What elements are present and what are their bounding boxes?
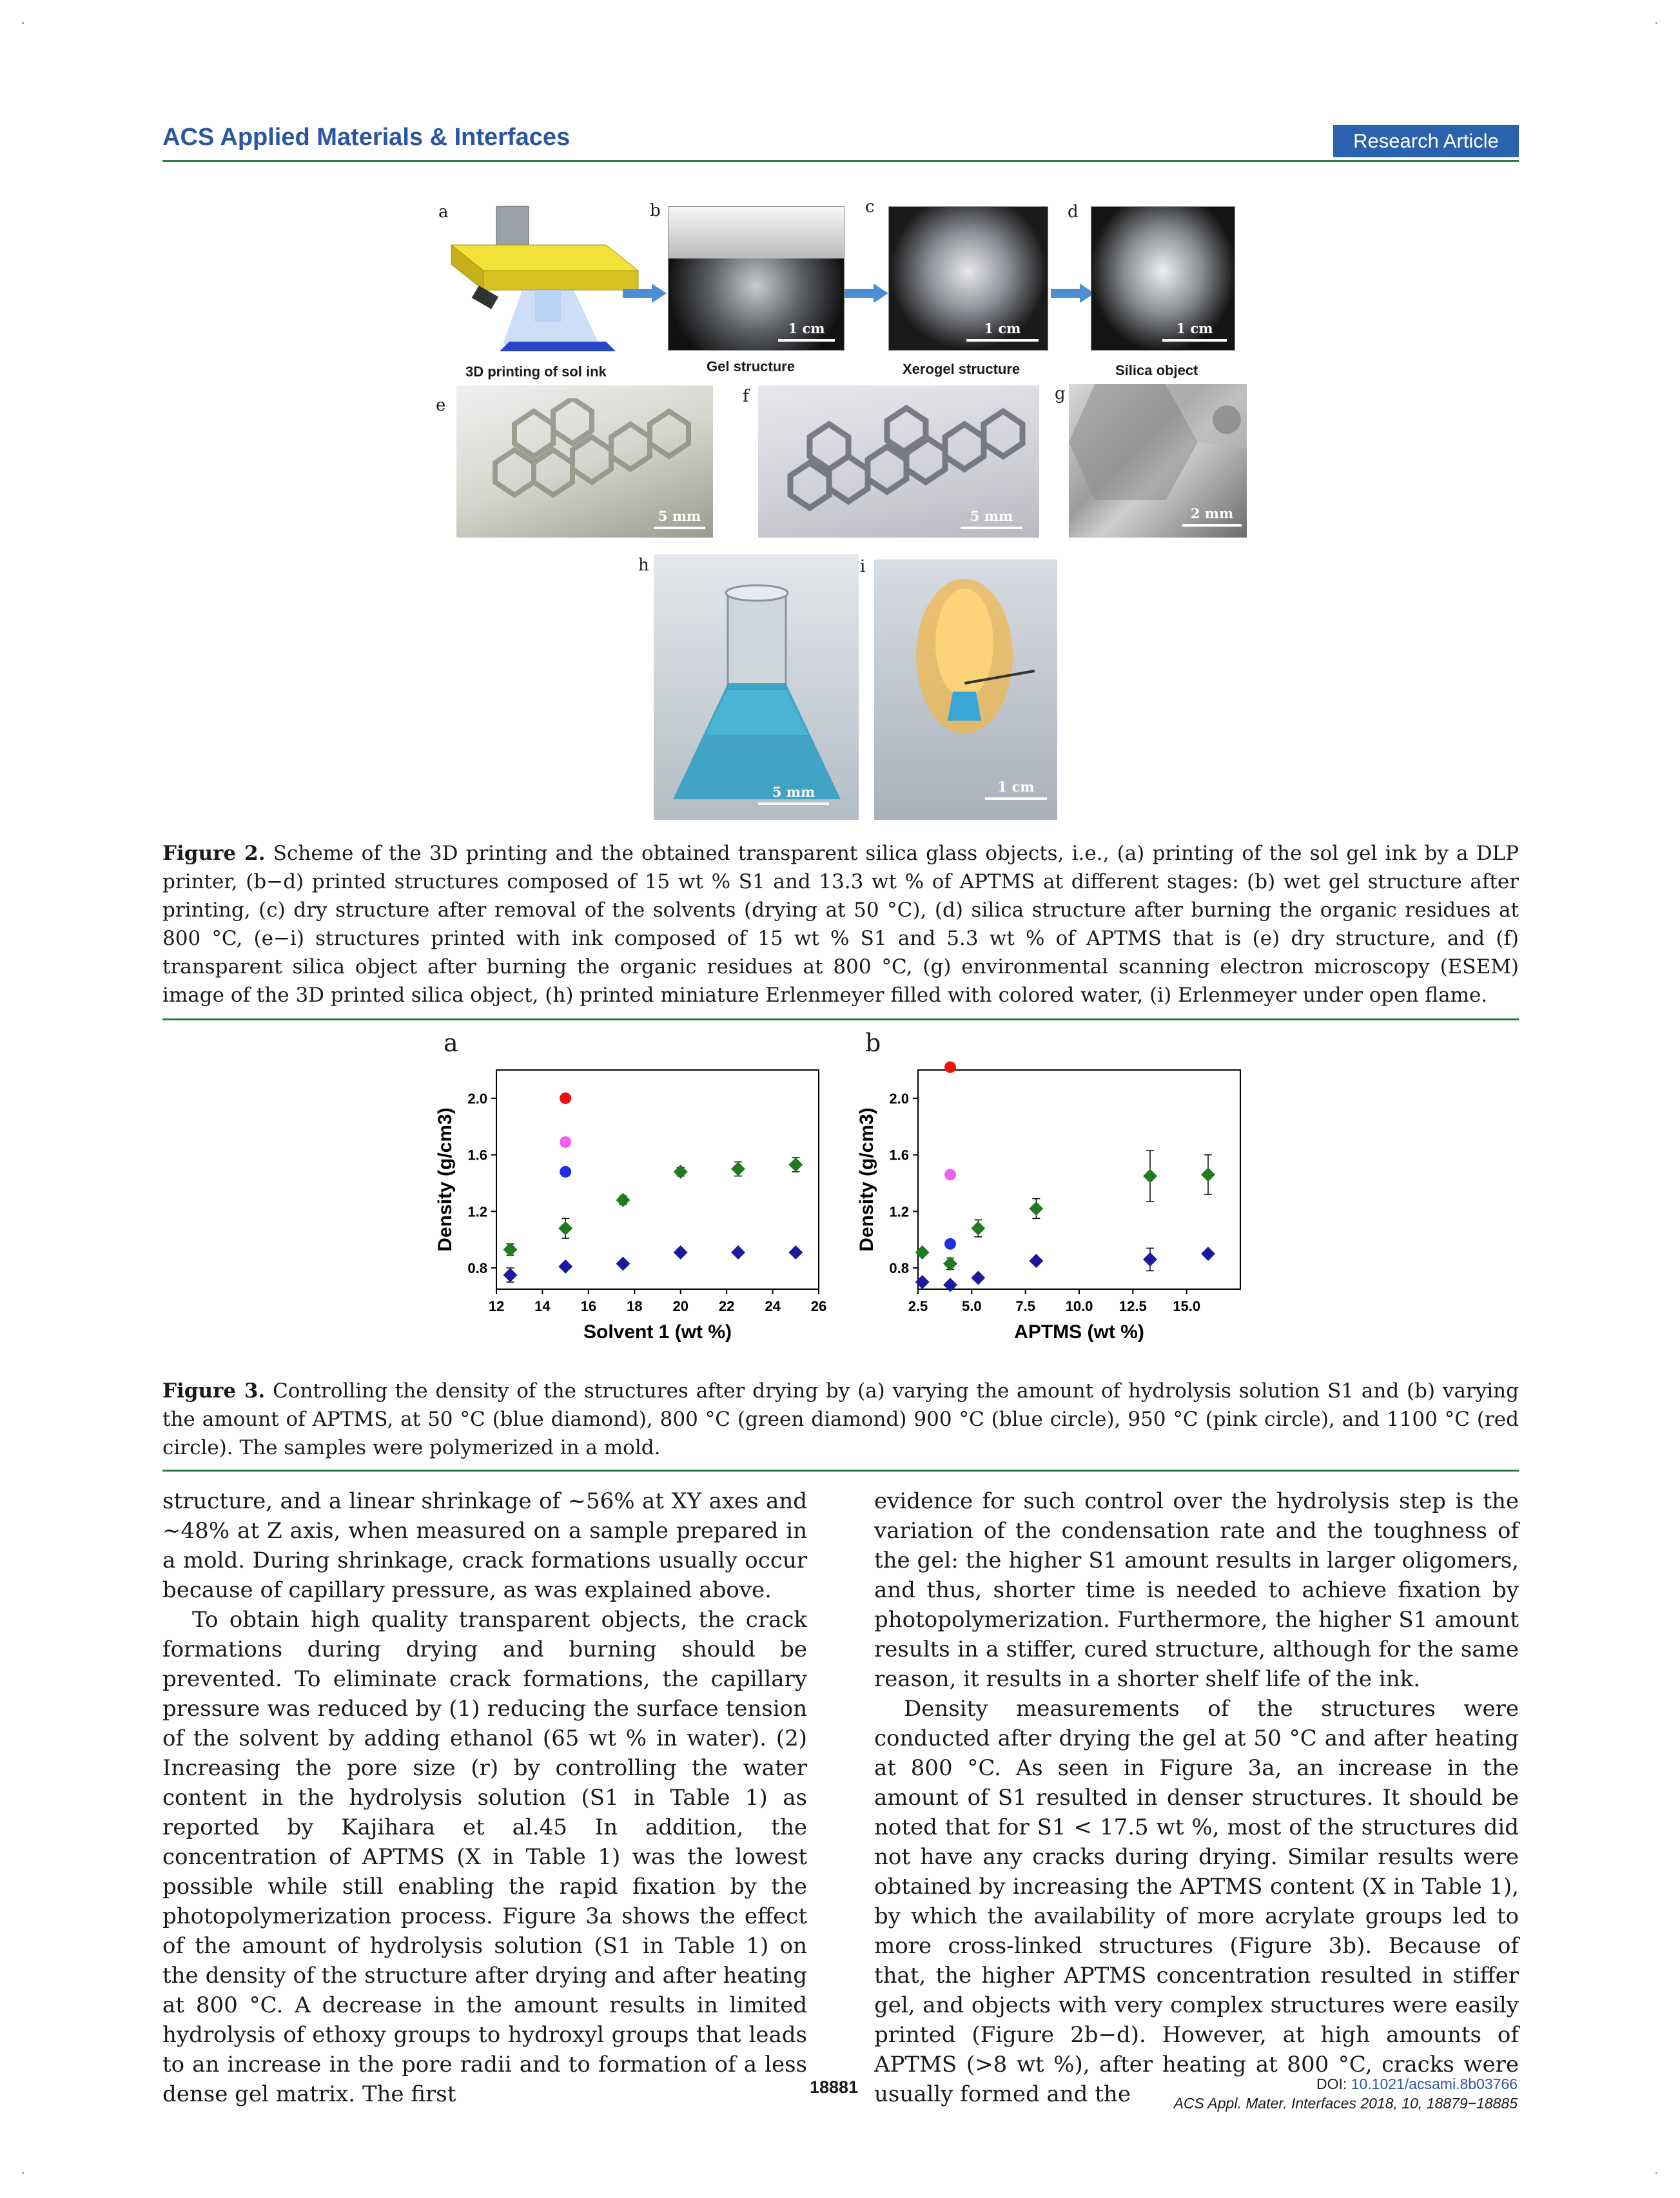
- x-tick-label: 2.5: [908, 1298, 928, 1314]
- label-3d-printing: 3D printing of sol ink: [465, 364, 607, 380]
- plot-frame: [496, 1070, 819, 1289]
- article-type-badge: Research Article: [1333, 125, 1519, 157]
- doi-link[interactable]: 10.1021/acsami.8b03766: [1351, 2076, 1518, 2092]
- printer-scheme: [445, 200, 658, 355]
- x-tick-label: 20: [672, 1298, 689, 1314]
- data-point-diamond: [1143, 1252, 1157, 1267]
- photo-gel-structure: [668, 206, 845, 351]
- data-point-diamond: [915, 1275, 930, 1289]
- photo-silica-honeycomb: [758, 385, 1039, 538]
- caption-text: Controlling the density of the structures after drying by (a) varying the amount of hydrolysis solution S1 and (b) varying the amount of APTMS, at 50 °C (blue diamond), 800 °C (green diamond) 900 °C (blue circle), 950 °C (pink circle), and 1100 °C (red circle). The samples were polymerized in a mold.: [162, 1379, 1519, 1459]
- photo-xerogel-structure: [888, 206, 1048, 351]
- y-axis-label: Density (g/cm3): [435, 1107, 456, 1252]
- data-point-circle: [560, 1136, 571, 1148]
- body-paragraph: evidence for such control over the hydrolysis step is the variation of the condensation rate and the toughness of the gel: the higher S1 amount results in larger oligomers, and thus, shorter time is needed to achieve fixation by photopolymerization. Furthermore, the higher S1 amount results in a stiffer, cured structure, although for the same reason, it results in a shorter shelf life of the ink.: [874, 1488, 1519, 1692]
- figure-3-caption: [162, 1377, 1519, 1462]
- data-point-diamond: [943, 1278, 957, 1292]
- x-tick-label: 12: [488, 1298, 505, 1314]
- photo-silica-object: [1091, 206, 1235, 351]
- corner-mark: [22, 2172, 24, 2174]
- panel-letter-a: a: [438, 202, 449, 222]
- data-point-diamond: [915, 1245, 930, 1259]
- panel-letter-g: g: [1055, 384, 1066, 404]
- panel-letter-h: h: [638, 556, 649, 575]
- data-point-diamond: [1029, 1254, 1043, 1268]
- data-point-diamond: [616, 1193, 630, 1207]
- data-point-diamond: [788, 1158, 803, 1172]
- scalebar-label: 1 cm: [788, 320, 825, 336]
- data-point-diamond: [1029, 1201, 1043, 1216]
- x-tick-label: 15.0: [1173, 1298, 1201, 1314]
- data-point-diamond: [971, 1270, 985, 1285]
- data-point-circle: [944, 1062, 956, 1073]
- figure-2-rule: [162, 1018, 1519, 1020]
- photo-erlenmeyer-flame: [874, 559, 1057, 820]
- panel-letter-e: e: [436, 396, 446, 415]
- panel-letter-f: f: [743, 387, 749, 406]
- label-gel-structure: Gel structure: [707, 358, 795, 374]
- x-tick-label: 14: [534, 1298, 551, 1314]
- data-point-diamond: [503, 1243, 517, 1257]
- data-point-diamond: [1143, 1169, 1157, 1183]
- doi-label: DOI:: [1316, 2076, 1351, 2092]
- figure-2: [0, 0, 1680, 838]
- data-point-diamond: [943, 1257, 957, 1271]
- y-tick-label: 0.8: [889, 1260, 909, 1277]
- page-number: 18881: [810, 2077, 859, 2097]
- body-right-column: [874, 1486, 1519, 2109]
- y-tick-label: 2.0: [467, 1090, 487, 1107]
- data-point-diamond: [731, 1162, 745, 1176]
- panel-letter-3b: b: [865, 1029, 881, 1057]
- data-point-circle: [944, 1169, 956, 1180]
- citation: ACS Appl. Mater. Interfaces 2018, 10, 18879−18885: [1173, 2095, 1518, 2112]
- body-paragraph: structure, and a linear shrinkage of ∼56% at XY axes and ∼48% at Z axis, when measured on a sample prepared in a mold. During shrinkage, crack formations usually occur because of capillary pressure, as was explained above.: [162, 1488, 807, 1603]
- data-point-diamond: [558, 1221, 572, 1236]
- y-tick-label: 1.6: [889, 1147, 909, 1163]
- y-axis-label: Density (g/cm3): [856, 1107, 877, 1252]
- x-tick-label: 24: [765, 1298, 781, 1314]
- arrow-icon: [1051, 284, 1096, 303]
- x-tick-label: 22: [718, 1298, 735, 1314]
- y-tick-label: 2.0: [889, 1090, 909, 1107]
- x-axis-label: Solvent 1 (wt %): [583, 1321, 732, 1343]
- density-chart-a: [425, 1057, 838, 1366]
- caption-label: Figure 3.: [162, 1379, 266, 1403]
- arrow-icon: [845, 284, 890, 303]
- y-tick-label: 1.2: [889, 1203, 909, 1220]
- x-tick-label: 7.5: [1015, 1298, 1035, 1314]
- caption-text: Scheme of the 3D printing and the obtained transparent silica glass objects, i.e., (a) printing of the sol gel ink by a DLP printer, (b−d) printed structures composed of 15 wt % S1 and 13.3 wt % of APTMS at different stages: (b) wet gel structure after printing, (c) dry structure after removal of the solvents (drying at 50 °C), (d) silica structure after burning the organic residues at 800 °C, (e−i) structures printed with ink composed of 15 wt % S1 and 5.3 wt % of APTMS that is (e) dry structure, and (f) transparent silica object after burning the organic residues at 800 °C, (g) environmental scanning electron microscopy (ESEM) image of the 3D printed silica object, (h) printed miniature Erlenmeyer filled with colored water, (i) Erlenmeyer under open flame.: [162, 842, 1519, 1007]
- data-point-diamond: [503, 1268, 517, 1282]
- body-paragraph: To obtain high quality transparent objects, the crack formations during drying and burning should be prevented. To eliminate crack formations, the capillary pressure was reduced by (1) reducing the surface tension of the solvent by adding ethanol (65 wt % in water). (2) Increasing the pore size (r) by controlling the water content in the hydrolysis solution (S1 in Table 1) as reported by Kajihara et al.45 In addition, the concentration of APTMS (X in Table 1) was the lowest possible while still enabling the rapid fixation by the photopolymerization process. Figure 3a shows the effect of the amount of hydrolysis solution (S1 in Table 1) on the density of the structure after drying and after heating at 800 °C. A decrease in the amount results in limited hydrolysis of ethoxy groups to hydroxyl groups that leads to an increase in the pore radii and to formation of a less dense gel matrix. The first: [162, 1607, 807, 2107]
- footer-doi: [1174, 2074, 1518, 2113]
- plot-frame: [918, 1070, 1240, 1289]
- x-tick-label: 26: [810, 1298, 827, 1314]
- x-tick-label: 10.0: [1065, 1298, 1093, 1314]
- data-point-diamond: [674, 1245, 688, 1259]
- photo-esem: [1069, 384, 1247, 538]
- panel-letter-3a: a: [444, 1029, 458, 1057]
- scalebar-label: 2 mm: [1190, 505, 1234, 521]
- x-tick-label: 16: [580, 1298, 597, 1314]
- data-point-diamond: [558, 1259, 572, 1274]
- scalebar-label: 1 cm: [997, 779, 1035, 795]
- panel-letter-c: c: [865, 197, 875, 217]
- figure-2-caption: [162, 839, 1519, 1009]
- x-axis-label: APTMS (wt %): [1014, 1321, 1144, 1343]
- data-point-circle: [944, 1238, 956, 1250]
- panel-letter-i: i: [860, 557, 866, 576]
- x-tick-label: 12.5: [1118, 1298, 1147, 1314]
- body-left-column: [162, 1486, 807, 2109]
- photo-dry-honeycomb: [456, 385, 713, 538]
- panel-letter-d: d: [1068, 202, 1079, 222]
- data-point-diamond: [1201, 1167, 1215, 1182]
- data-point-diamond: [971, 1221, 985, 1236]
- body-paragraph: Density measurements of the structures were conducted after drying the gel at 50 °C and after heating at 800 °C. As seen in Figure 3a, an increase in the amount of S1 resulted in denser structures. It should be noted that for S1 < 17.5 wt %, most of the structures did not have any cracks during drying. Similar results were obtained by increasing the APTMS content (X in Table 1), by which the availability of more acrylate groups led to more cross-linked structures (Figure 3b). Because of that, the higher APTMS concentration resulted in stiffer gel, and objects with very complex structures were easily printed (Figure 2b−d). However, at high amounts of APTMS (>8 wt %), after heating at 800 °C, cracks were usually formed and the: [874, 1696, 1519, 2107]
- y-tick-label: 1.6: [467, 1147, 487, 1163]
- corner-mark: [1656, 2172, 1657, 2174]
- scalebar-label: 5 mm: [658, 508, 701, 524]
- scalebar-label: 5 mm: [772, 784, 816, 800]
- arrow-icon: [623, 284, 668, 303]
- data-point-diamond: [616, 1257, 630, 1271]
- data-point-diamond: [788, 1245, 803, 1259]
- figure-3-rule: [162, 1470, 1519, 1472]
- journal-title: ACS Applied Materials & Interfaces: [162, 124, 571, 151]
- corner-mark: [22, 22, 24, 24]
- label-silica-object: Silica object: [1115, 362, 1198, 378]
- caption-label: Figure 2.: [162, 842, 266, 865]
- y-tick-label: 1.2: [467, 1203, 487, 1220]
- scalebar-label: 5 mm: [970, 508, 1013, 524]
- label-xerogel-structure: Xerogel structure: [903, 361, 1021, 377]
- x-tick-label: 18: [627, 1298, 643, 1314]
- data-point-circle: [560, 1166, 571, 1178]
- scalebar-label: 1 cm: [984, 320, 1021, 336]
- data-point-circle: [560, 1093, 571, 1104]
- scalebar-label: 1 cm: [1176, 320, 1213, 336]
- density-chart-b: [847, 1038, 1260, 1366]
- data-point-diamond: [731, 1245, 745, 1259]
- photo-erlenmeyer: [654, 554, 859, 820]
- data-point-diamond: [674, 1165, 688, 1179]
- data-point-diamond: [1201, 1247, 1215, 1261]
- y-tick-label: 0.8: [467, 1260, 487, 1277]
- x-tick-label: 5.0: [962, 1298, 982, 1314]
- corner-mark: [1656, 22, 1657, 24]
- panel-letter-b: b: [650, 201, 661, 220]
